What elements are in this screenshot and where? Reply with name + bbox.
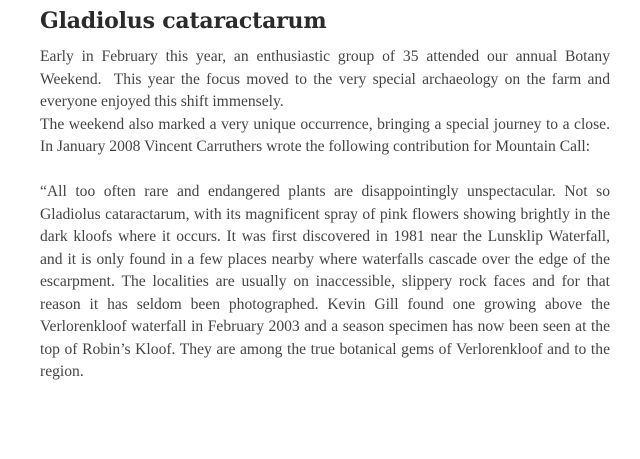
intro-paragraph: Early in February this year, an enthusiastic group of 35 attended our annual Botany Weekend. This year the focus moved to the very special archaeology on the farm and everyone enjoyed this shift immensely.	[40, 48, 614, 110]
article-title: Gladiolus cataractarum	[40, 8, 327, 34]
paragraph-spacer	[40, 159, 610, 182]
context-paragraph: The weekend also marked a very unique occurrence, bringing a special journey to a close. In January 2008 Vincent Carruthers wrote the following contribution for Mountain Call:	[40, 115, 618, 155]
quote-paragraph: “All too often rare and endangered plants are disappointingly unspectacular. Not so Gladiolus cataractarum, with its magnificent spray of pink flowers showing brightly in the dark kloofs where it occurs. It was first discovered in 1981 near the Lunsklip Waterfall, and it is only found in a few places nearby where waterfalls cascade over the edge of the escarpment. The localities are usually on inaccessible, slippery rock faces and for that reason it has seldom been photographed. Kevin Gill found one growing above the Verlorenkloof waterfall in February 2003 and a season specimen has now been seen at the top of Robin’s Kloof. They are among the true botanical gems of Verlorenkloof and to the region.	[40, 183, 614, 380]
article-body	[40, 46, 618, 384]
article	[40, 0, 618, 384]
